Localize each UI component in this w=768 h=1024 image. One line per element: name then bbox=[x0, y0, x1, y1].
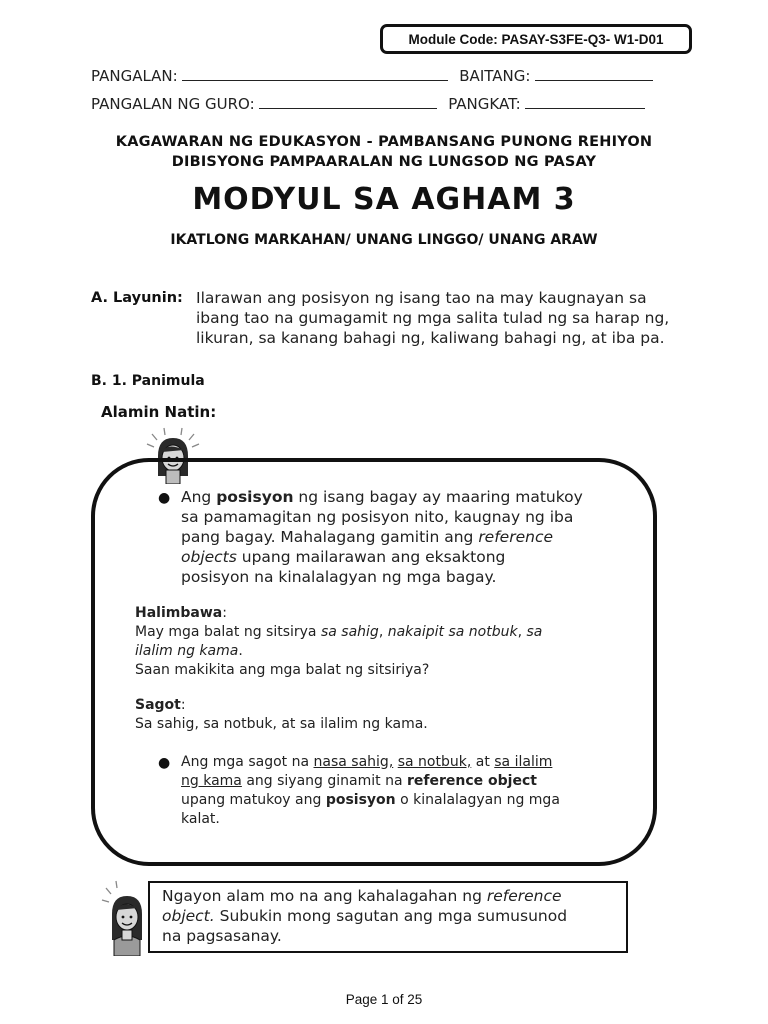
teacher-avatar-icon bbox=[100, 880, 152, 956]
answer-label: Sagot bbox=[135, 697, 181, 713]
name-field-row bbox=[91, 66, 653, 85]
alamin-heading: Alamin Natin: bbox=[101, 403, 217, 421]
division-line: DIBISYONG PAMPAARALAN NG LUNGSOD NG PASAY bbox=[171, 154, 597, 170]
objective-line: likuran, sa kanang bahagi ng, kaliwang bahagi ng, at iba pa. bbox=[196, 329, 665, 347]
objective-text bbox=[196, 288, 669, 348]
section-heading: B. 1. Panimula bbox=[91, 373, 205, 389]
objective-line: ibang tao na gumagamit ng mga salita tulad ng sa harap ng, bbox=[196, 309, 670, 327]
grade-blank[interactable] bbox=[535, 66, 653, 81]
section-blank[interactable] bbox=[525, 94, 645, 109]
module-subtitle: IKATLONG MARKAHAN/ UNANG LINGGO/ UNANG ARAW bbox=[170, 232, 598, 248]
example-label: Halimbawa bbox=[135, 605, 223, 621]
section-label: PANGKAT: bbox=[448, 95, 521, 113]
teacher-field-row bbox=[91, 94, 645, 113]
module-code: Module Code: PASAY-S3FE-Q3- W1-D01 bbox=[408, 31, 664, 47]
bullet-icon: ● bbox=[158, 490, 171, 506]
module-title: MODYUL SA AGHAM 3 bbox=[192, 182, 576, 217]
example-block: Halimbawa: May mga balat ng sitsirya sa sahig, nakaipit sa notbuk, sa ilalim ng kama. Saan makikita ang mga balat ng sitsiriya? bbox=[135, 605, 543, 678]
bullet-1-text: Ang posisyon ng isang bagay ay maaring matukoy sa pamamagitan ng posisyon nito, kaugnay ng iba pang bagay. Mahalagang gamitin ang reference objects upang mailarawan ang eksaktong posisyon na kinalalagyan ng mga bagay. bbox=[181, 488, 583, 586]
module-code-box bbox=[380, 24, 692, 54]
teacher-label: PANGALAN NG GURO: bbox=[91, 95, 255, 113]
bullet-icon: ● bbox=[158, 755, 171, 771]
name-blank[interactable] bbox=[182, 66, 448, 81]
answer-block: Sagot: Sa sahig, sa notbuk, at sa ilalim ng kama. bbox=[135, 697, 428, 732]
bullet-2-text: Ang mga sagot na nasa sahig, sa notbuk, at sa ilalim ng kama ang siyang ginamit na reference object upang matukoy ang posisyon o kinalalagyan ng mga kalat. bbox=[181, 754, 560, 827]
department-line: KAGAWARAN NG EDUKASYON - PAMBANSANG PUNONG REHIYON bbox=[115, 134, 653, 150]
name-label: PANGALAN: bbox=[91, 67, 178, 85]
objective-line: Ilarawan ang posisyon ng isang tao na may kaugnayan sa bbox=[196, 289, 647, 307]
objective-label: A. Layunin: bbox=[91, 290, 183, 306]
page-number: Page 1 of 25 bbox=[345, 992, 423, 1007]
note-box: Ngayon alam mo na ang kahalagahan ng reference object. Subukin mong sagutan ang mga sumusunod na pagsasanay. bbox=[148, 881, 628, 953]
teacher-blank[interactable] bbox=[259, 94, 437, 109]
answer-text: Sa sahig, sa notbuk, at sa ilalim ng kama. bbox=[135, 716, 428, 732]
grade-label: BAITANG: bbox=[459, 67, 531, 85]
